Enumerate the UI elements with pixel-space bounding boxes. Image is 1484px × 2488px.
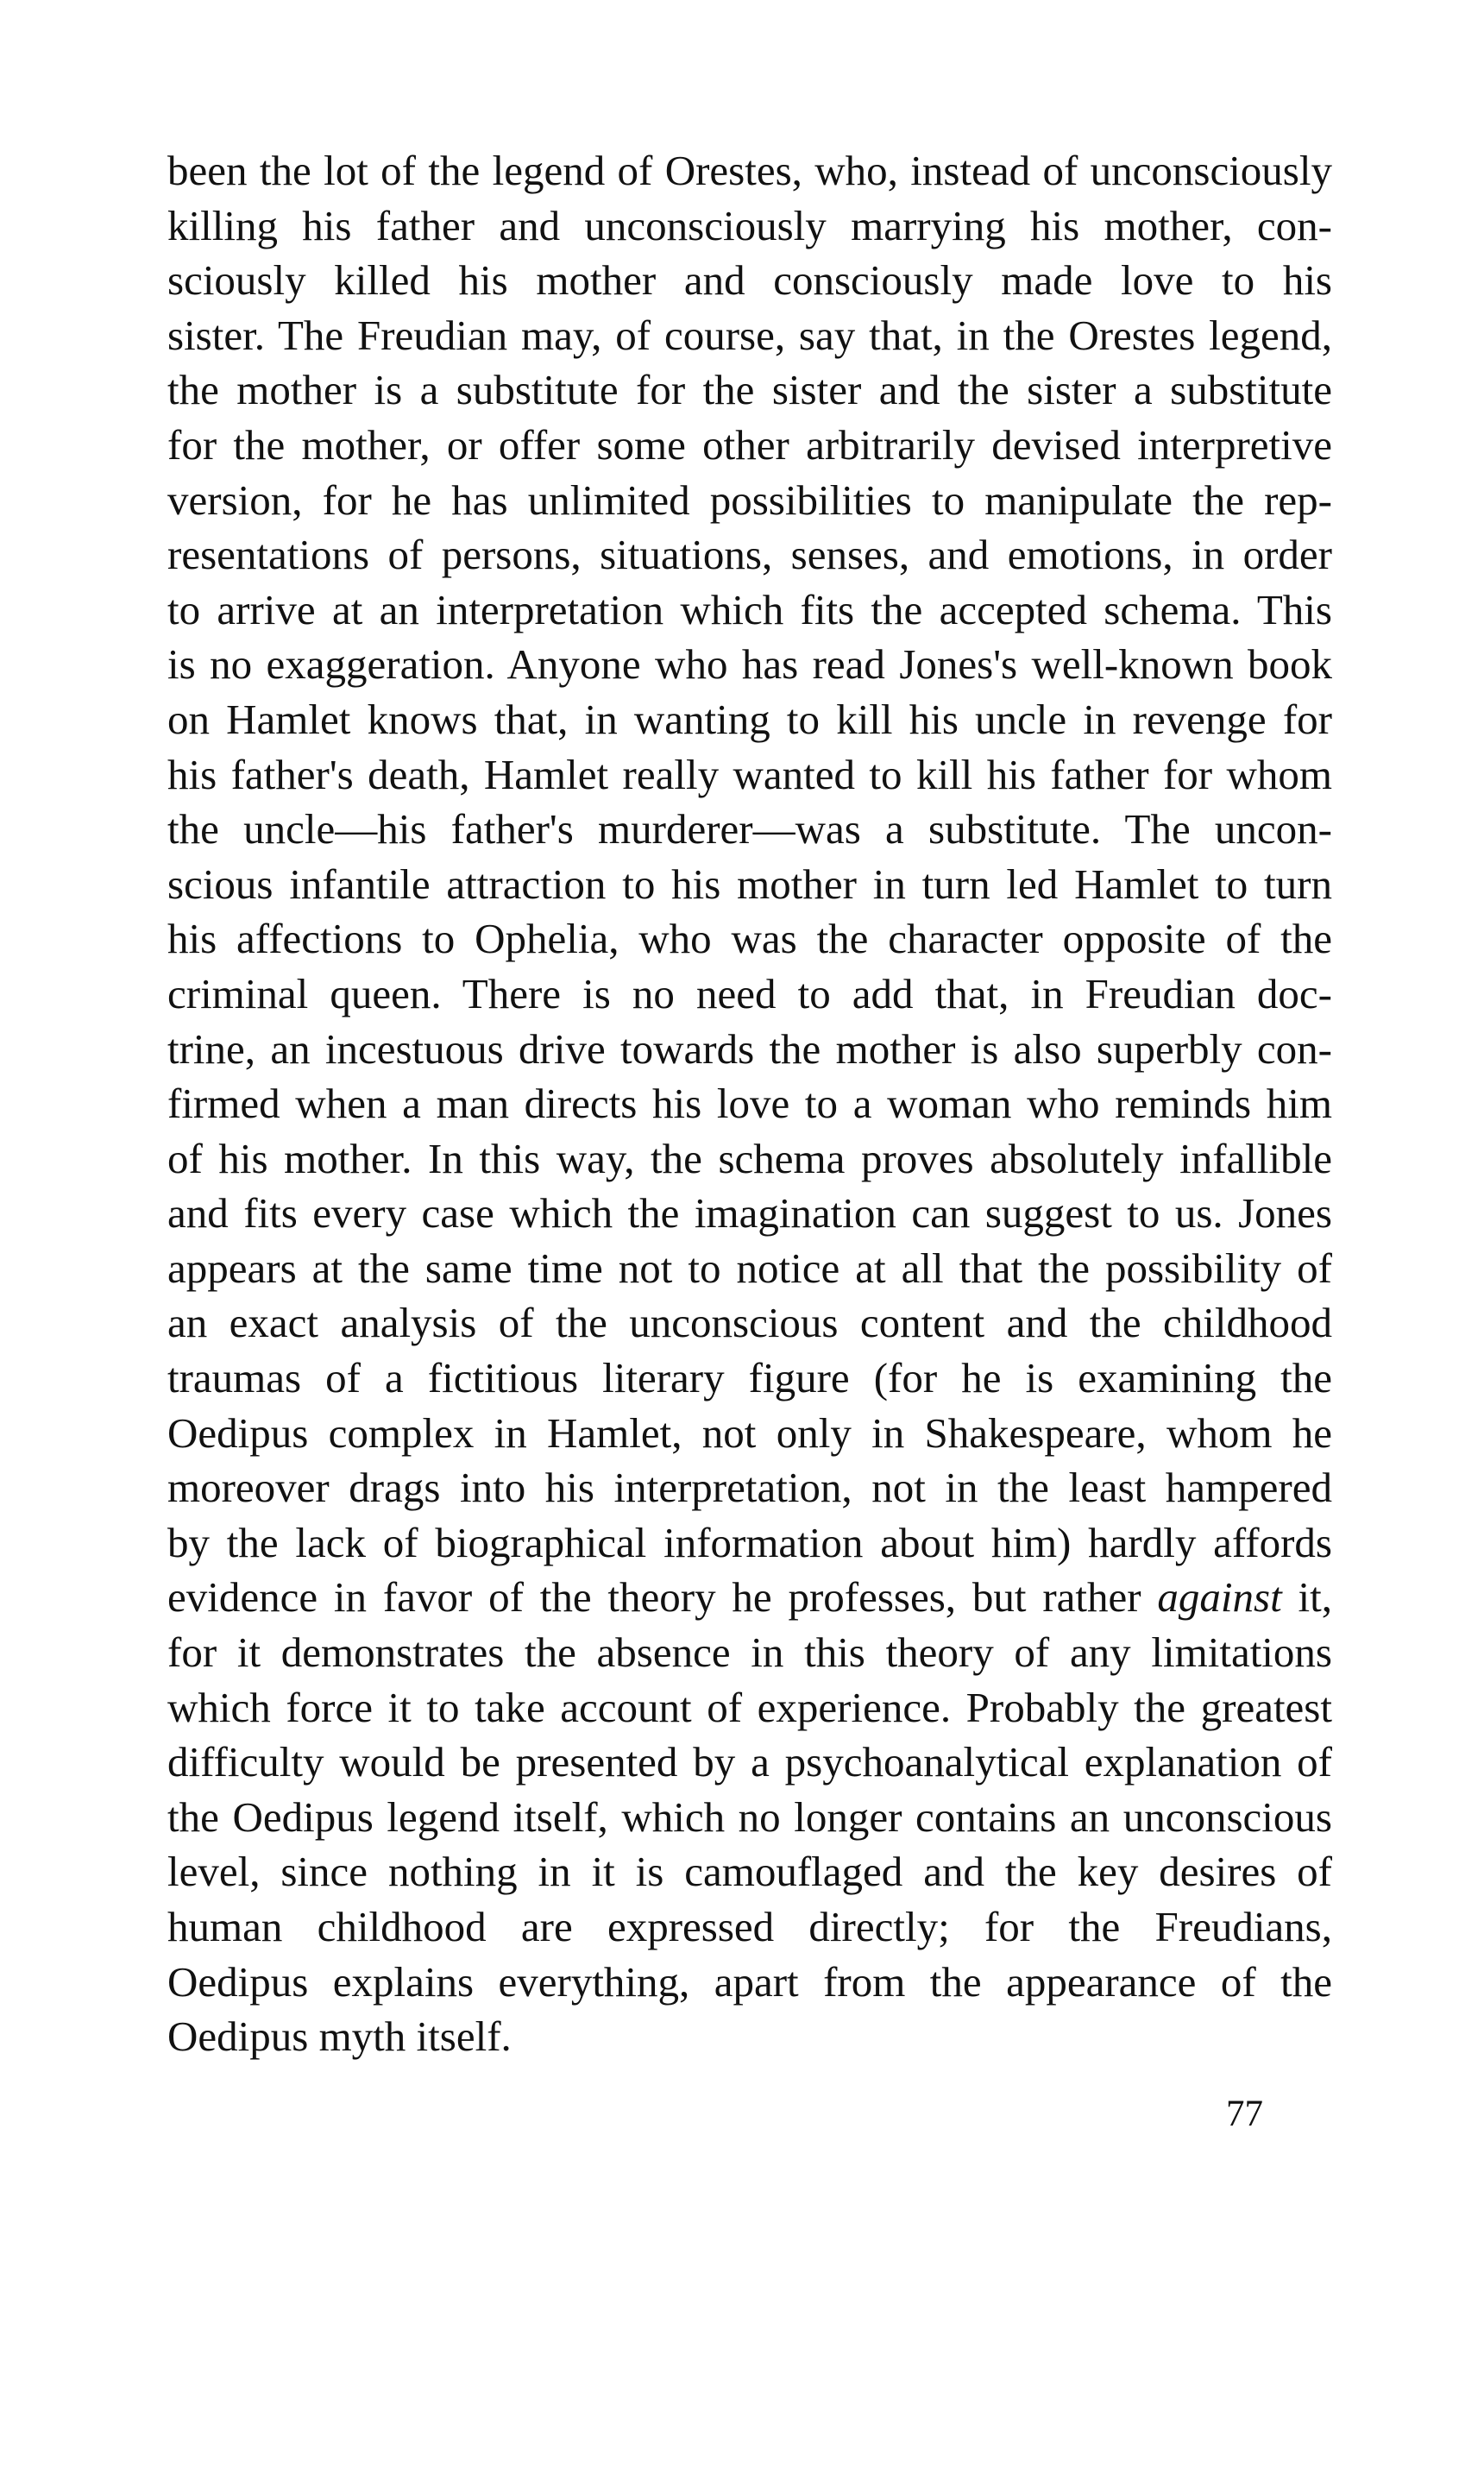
text-line: and fits every case which the imagination can suggest to us. Jones	[167, 1189, 1332, 1238]
text-line: scious infantile attraction to his mother in turn led Hamlet to turn	[167, 860, 1332, 908]
text-line: Oedipus myth itself.	[167, 2012, 512, 2061]
text-line: of his mother. In this way, the schema proves absolutely infallible	[167, 1134, 1332, 1182]
text-line: his affections to Ophelia, who was the character opposite of the	[167, 915, 1332, 963]
text-line: appears at the same time not to notice at all that the possibility of	[167, 1244, 1332, 1292]
text-line: been the lot of the legend of Orestes, who, instead of unconsciously	[167, 147, 1332, 194]
text-line: sciously killed his mother and consciously made love to his	[167, 256, 1332, 305]
text-line: resentations of persons, situations, senses, and emotions, in order	[167, 531, 1332, 579]
text-line: Oedipus complex in Hamlet, not only in Shakespeare, whom he	[167, 1408, 1332, 1457]
text-line: criminal queen. There is no need to add that, in Freudian doc-	[167, 969, 1332, 1017]
body-text	[167, 143, 1332, 2064]
text-line: trine, an incestuous drive towards the mother is also superbly con-	[167, 1024, 1332, 1073]
page-number: 77	[1226, 2094, 1263, 2134]
text-line: human childhood are expressed directly; for the Freudians,	[167, 1903, 1332, 1950]
text-line: on Hamlet knows that, in wanting to kill his uncle in revenge for	[167, 695, 1332, 743]
text-line: the Oedipus legend itself, which no longer contains an unconscious	[167, 1792, 1332, 1841]
text-line: the mother is a substitute for the sister and the sister a substitute	[167, 366, 1332, 414]
text-line: version, for he has unlimited possibilities to manipulate the rep-	[167, 476, 1332, 524]
text-segment: evidence in favor of the theory he professes, but rather	[167, 1573, 1158, 1622]
text-segment: it,	[1281, 1573, 1332, 1622]
text-line: traumas of a fictitious literary figure (for he is examining the	[167, 1354, 1332, 1402]
text-line: firmed when a man directs his love to a woman who reminds him	[167, 1080, 1332, 1128]
text-line: an exact analysis of the unconscious content and the childhood	[167, 1299, 1332, 1347]
text-line: Oedipus explains everything, apart from the appearance of the	[167, 1957, 1332, 2006]
text-line: by the lack of biographical information about him) hardly affords	[167, 1518, 1332, 1566]
text-line: for the mother, or offer some other arbitrarily devised interpretive	[167, 420, 1332, 469]
text-line: sister. The Freudian may, of course, say that, in the Orestes legend,	[167, 311, 1332, 359]
text-line: level, since nothing in it is camouflaged and the key desires of	[167, 1848, 1332, 1896]
text-line: to arrive at an interpretation which fits the accepted schema. This	[167, 585, 1332, 633]
emphasized-word: against	[1157, 1573, 1282, 1622]
text-line: moreover drags into his interpretation, not in the least hampered	[167, 1464, 1332, 1512]
text-line: his father's death, Hamlet really wanted to kill his father for whom	[167, 750, 1332, 798]
text-line: which force it to take account of experience. Probably the greatest	[167, 1683, 1332, 1731]
text-line: is no exaggeration. Anyone who has read Jones's well-known book	[167, 640, 1332, 689]
text-line: the uncle—his father's murderer—was a substitute. The uncon-	[167, 805, 1332, 853]
text-line: for it demonstrates the absence in this theory of any limitations	[167, 1628, 1332, 1677]
text-line: killing his father and unconsciously marrying his mother, con-	[167, 201, 1332, 249]
text-line-with-emphasis	[167, 1570, 1332, 1625]
text-line: difficulty would be presented by a psychoanalytical explanation of	[167, 1738, 1332, 1786]
